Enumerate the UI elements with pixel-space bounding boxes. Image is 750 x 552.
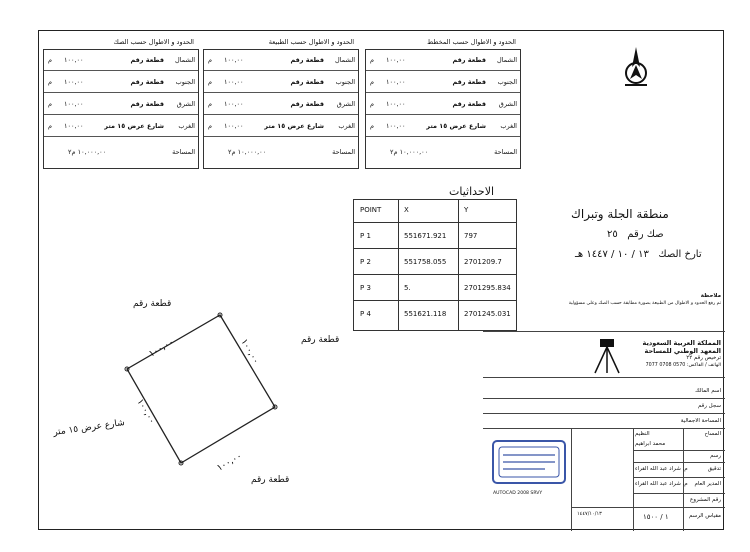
- boundary-length: ١٠٠,٠٠: [386, 122, 406, 130]
- boundary-side: الغرب: [178, 122, 195, 130]
- survey-sheet: [38, 30, 724, 530]
- boundary-length: ١٠٠,٠٠: [64, 78, 84, 86]
- coord-cell: 5.: [404, 284, 411, 292]
- boundary-neighbor: شارع عرض ١٥ متر: [426, 122, 486, 130]
- coord-header: X: [404, 206, 409, 214]
- boundary-side: الشرق: [498, 100, 517, 108]
- boundary-length: ١٠٠,٠٠: [386, 100, 406, 108]
- boundary-neighbor: قطعة رقم: [452, 100, 486, 108]
- boundary-length: ١٠٠,٠٠: [386, 56, 406, 64]
- boundary-length: ١٠٠,٠٠: [64, 122, 84, 130]
- boundary-side: الشمال: [334, 56, 355, 64]
- scale-label: مقياس الرسم: [688, 513, 721, 519]
- coord-cell: 551671.921: [404, 232, 447, 240]
- coord-cell: 551758.055: [404, 258, 447, 266]
- contact-line: الهاتف / الفاكس: 0570 0708 7077: [645, 363, 721, 368]
- boundary-unit: م: [370, 100, 375, 108]
- coord-header: Y: [464, 206, 469, 214]
- boundary-unit: م: [370, 56, 375, 64]
- authority-line-2: المعهد الوطني للمساحة: [644, 347, 721, 355]
- side-length-west: ١٠٠,٠٠: [134, 397, 157, 426]
- boundary-side: الشرق: [176, 100, 195, 108]
- stamp-caption: AUTOCAD 2008 SRVY: [493, 491, 543, 496]
- coordinates-title: الاحداثيات: [449, 185, 495, 198]
- boundary-unit: م: [208, 56, 213, 64]
- side-length-north: ١٠٠,٠٠: [147, 337, 176, 360]
- boundary-table: [43, 38, 199, 169]
- deed-date: ١٣ / ١٠ / ١٤٤٧ هـ: [575, 249, 649, 260]
- east-plot-label: قطعة رقم: [301, 335, 340, 345]
- title-block: [483, 289, 725, 531]
- boundary-unit: م: [48, 100, 53, 108]
- boundary-side: الشمال: [496, 56, 517, 64]
- boundary-unit: م: [48, 56, 53, 64]
- boundary-length: ١٠٠,٠٠: [224, 100, 244, 108]
- boundary-side: الغرب: [338, 122, 355, 130]
- boundary-table-header: الحدود و الاطوال حسب الطبيعة: [268, 38, 354, 46]
- office-stamp-icon: [491, 439, 567, 485]
- boundary-length: ١٠٠,٠٠: [64, 56, 84, 64]
- deed-date-row: [575, 249, 702, 260]
- coord-cell: P 3: [360, 284, 371, 292]
- boundary-table-header: الحدود و الاطوال حسب المخطط: [427, 38, 516, 46]
- coord-cell: P 2: [360, 258, 371, 266]
- area-value: ١٠,٠٠٠,٠٠ م٢: [68, 148, 107, 156]
- coord-cell: 551621.118: [404, 310, 447, 318]
- scale-value: ١ / ١٥٠٠: [643, 513, 669, 521]
- boundary-neighbor: قطعة رقم: [130, 78, 164, 86]
- south-plot-label: قطعة رقم: [251, 475, 290, 485]
- area-label: المساحة: [172, 148, 195, 156]
- boundary-side: الجنوب: [175, 78, 195, 86]
- deed-date-label: تارخ الصك: [658, 249, 702, 260]
- region-name: منطقة الجلة وتبراك: [571, 207, 669, 221]
- boundary-neighbor: قطعة رقم: [452, 56, 486, 64]
- approval-label: النظيم: [635, 431, 650, 437]
- boundary-neighbor: شارع عرض ١٥ متر: [104, 122, 164, 130]
- plot-outline: [127, 315, 275, 463]
- area-value: ١٠,٠٠٠,٠٠ م٢: [228, 148, 267, 156]
- checker-label: تدقيق: [707, 466, 721, 472]
- boundary-unit: م: [208, 122, 213, 130]
- engineer-label: المدير العام: [694, 481, 721, 487]
- coord-cell: 2701245.031: [464, 310, 511, 318]
- surveyor-name: محمد ابراهيم: [635, 441, 666, 447]
- side-length-south: ١٠٠,٠٠: [215, 451, 244, 474]
- west-street-label: شارع عرض ١٥ متر: [52, 418, 126, 438]
- checker-name: م. شراد عبد الله القراء: [635, 466, 688, 472]
- boundary-length: ١٠٠,٠٠: [386, 78, 406, 86]
- boundary-neighbor: شارع عرض ١٥ متر: [264, 122, 324, 130]
- coord-cell: 2701295.834: [464, 284, 511, 292]
- boundary-neighbor: قطعة رقم: [452, 78, 486, 86]
- draftsman-label: رسم: [710, 453, 721, 459]
- boundary-neighbor: قطعة رقم: [130, 56, 164, 64]
- boundary-unit: م: [370, 78, 375, 86]
- boundary-unit: م: [208, 78, 213, 86]
- deed-number-row: [607, 229, 664, 240]
- boundary-side: الشمال: [174, 56, 195, 64]
- coord-cell: P 1: [360, 232, 371, 240]
- boundary-unit: م: [48, 122, 53, 130]
- boundary-neighbor: قطعة رقم: [290, 56, 324, 64]
- boundary-side: الشرق: [336, 100, 355, 108]
- deed-label: صك رقم: [627, 229, 664, 240]
- area-value: ١٠,٠٠٠,٠٠ م٢: [390, 148, 429, 156]
- boundary-side: الجنوب: [497, 78, 517, 86]
- authority-line-3: ترخيص رقم ٢٢: [686, 355, 721, 361]
- boundary-neighbor: قطعة رقم: [290, 78, 324, 86]
- boundary-table-header: الحدود و الاطوال حسب الصك: [113, 38, 194, 46]
- note-title: ملاحظة: [700, 293, 721, 299]
- boundary-table: [365, 38, 521, 169]
- owner-label: اسم المالك: [695, 388, 721, 394]
- project-label: رقم المشروع: [690, 497, 721, 503]
- boundary-neighbor: قطعة رقم: [130, 100, 164, 108]
- north-plot-label: قطعة رقم: [133, 299, 172, 309]
- area-label: المساحة: [494, 148, 517, 156]
- coord-cell: 2701209.7: [464, 258, 502, 266]
- record-label: سجل رقم: [697, 403, 721, 409]
- boundary-unit: م: [48, 78, 53, 86]
- coord-header: POINT: [360, 206, 382, 214]
- date-small: ١٤٤٧/١٠/١٣: [577, 511, 602, 517]
- note-text: تم رفع الحدود و الاطوال من الطبيعة بصورة مطابقة حسب الصك وعلى مسؤولية: [568, 301, 721, 306]
- total-area-label: المساحة الاجمالية: [680, 418, 721, 424]
- plot-drawing: [39, 281, 359, 521]
- boundary-side: الجنوب: [335, 78, 355, 86]
- authority-line-1: المملكة العربية السعودية: [642, 339, 721, 347]
- engineer-name: م. شراد عبد الله القراء: [635, 481, 688, 487]
- boundary-table: [203, 38, 359, 169]
- boundary-length: ١٠٠,٠٠: [224, 122, 244, 130]
- side-length-east: ١٠٠,٠٠: [238, 337, 261, 366]
- deed-number: ٢٥: [607, 229, 618, 240]
- boundary-neighbor: قطعة رقم: [290, 100, 324, 108]
- boundary-unit: م: [370, 122, 375, 130]
- survey-tripod-icon: [587, 335, 627, 375]
- compass-north-icon: [619, 45, 653, 87]
- coord-cell: P 4: [360, 310, 371, 318]
- surveyor-label: المساح: [704, 431, 721, 437]
- boundary-length: ١٠٠,٠٠: [64, 100, 84, 108]
- boundary-length: ١٠٠,٠٠: [224, 78, 244, 86]
- boundary-length: ١٠٠,٠٠: [224, 56, 244, 64]
- area-label: المساحة: [332, 148, 355, 156]
- boundary-unit: م: [208, 100, 213, 108]
- coord-cell: 797: [464, 232, 478, 240]
- boundary-side: الغرب: [500, 122, 517, 130]
